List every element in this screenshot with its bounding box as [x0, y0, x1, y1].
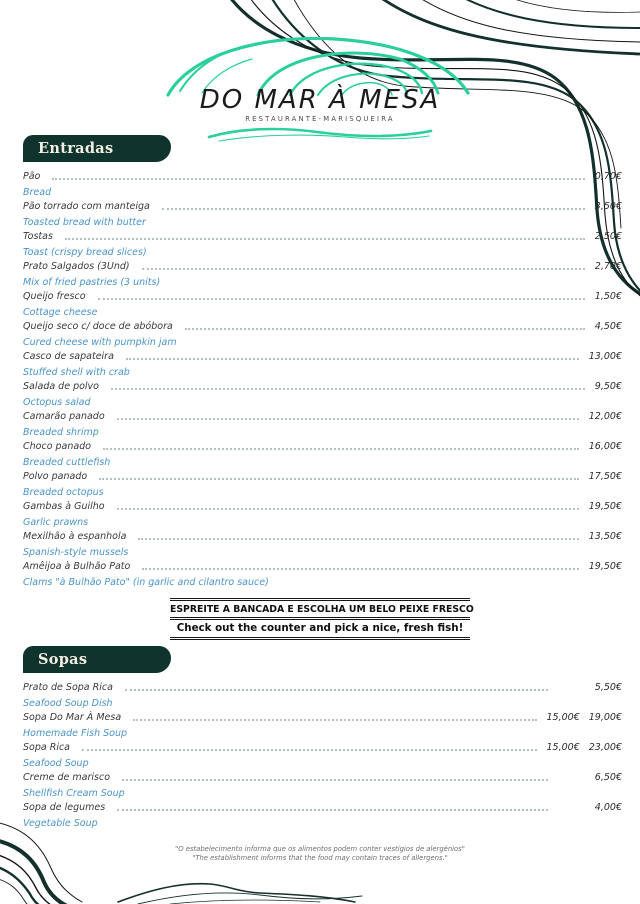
item-name-pt: Casco de sapateira	[23, 351, 114, 362]
price-group	[589, 560, 622, 574]
item-price: 13,50€	[588, 531, 622, 542]
menu-item-row	[23, 230, 622, 260]
item-name-pt: Prato de Sopa Rica	[23, 682, 113, 693]
item-name-pt: Queijo fresco	[23, 291, 86, 302]
item-name-pt: Prato Salgados (3Und)	[23, 261, 130, 272]
menu-item-row	[23, 410, 622, 440]
item-name-en: Vegetable Soup	[23, 818, 98, 829]
section-header-sopas	[23, 646, 171, 673]
price-group	[558, 771, 622, 785]
item-price: 4,50€	[594, 321, 622, 332]
item-name-pt: Sopa Do Mar À Mesa	[23, 712, 122, 723]
price-group	[595, 230, 622, 244]
price-group	[595, 290, 622, 304]
menu-list-sopas	[23, 681, 622, 831]
price-group	[547, 741, 623, 755]
item-price: 2,50€	[594, 231, 622, 242]
dotted-leader	[98, 298, 585, 300]
item-name-en: Garlic prawns	[23, 517, 89, 528]
item-name-pt: Sopa de legumes	[23, 802, 106, 813]
price-group	[589, 500, 622, 514]
dotted-leader	[142, 568, 578, 570]
allergen-note	[0, 845, 640, 862]
item-name-pt: Choco panado	[23, 441, 92, 452]
item-price: 3,50€	[594, 201, 622, 212]
menu-item-row	[23, 500, 622, 530]
dotted-leader	[142, 268, 585, 270]
item-name-en: Octopus salad	[23, 397, 91, 408]
restaurant-subtitle: RESTAURANTE-MARISQUEIRA	[245, 115, 395, 123]
item-price: 15,00€	[546, 742, 580, 753]
item-name-pt: Gambas à Guilho	[23, 501, 105, 512]
item-name-en: Shellfish Cream Soup	[23, 788, 125, 799]
dotted-leader	[117, 809, 548, 811]
dotted-leader	[162, 208, 585, 210]
dotted-leader	[103, 448, 579, 450]
item-name-en: Breaded shrimp	[23, 427, 99, 438]
restaurant-name: DO MAR À MESA	[199, 85, 441, 115]
item-name-pt: Pão	[23, 171, 41, 182]
menu-item-row	[23, 771, 622, 801]
item-price: 0,70€	[594, 171, 622, 182]
item-price: 16,00€	[588, 441, 622, 452]
price-group	[589, 470, 622, 484]
menu-item-row	[23, 440, 622, 470]
item-price: 23,00€	[588, 742, 622, 753]
menu-item-row	[23, 801, 622, 831]
item-name-en: Breaded cuttlefish	[23, 457, 111, 468]
item-name-pt: Camarão panado	[23, 411, 105, 422]
item-name-pt: Polvo panado	[23, 471, 88, 482]
item-price: 5,50€	[594, 682, 622, 693]
banner-text-en: Check out the counter and pick a nice, fresh fish!	[176, 622, 464, 634]
dotted-leader	[133, 719, 536, 721]
menu-item-row	[23, 170, 622, 200]
item-name-en: Clams "à Bulhão Pato" (in garlic and cilantro sauce)	[23, 577, 269, 588]
item-price: 13,00€	[588, 351, 622, 362]
item-name-en: Seafood Soup Dish	[23, 698, 113, 709]
price-group	[595, 200, 622, 214]
price-group	[547, 711, 623, 725]
dotted-leader	[65, 238, 585, 240]
item-name-pt: Creme de marisco	[23, 772, 111, 783]
item-name-en: Breaded octopus	[23, 487, 104, 498]
price-group	[558, 681, 622, 695]
item-name-en: Stuffed shell with crab	[23, 367, 130, 378]
section-header-entradas	[23, 135, 171, 162]
price-group	[589, 410, 622, 424]
section-title: Sopas	[38, 651, 88, 668]
price-group	[595, 170, 622, 184]
price-group	[595, 260, 622, 274]
item-name-pt: Amêijoa à Bulhão Pato	[23, 561, 131, 572]
dotted-leader	[111, 388, 585, 390]
dotted-leader	[125, 689, 548, 691]
item-name-en: Bread	[23, 187, 52, 198]
item-price: 19,00€	[588, 712, 622, 723]
section-title: Entradas	[38, 140, 114, 157]
item-name-en: Homemade Fish Soup	[23, 728, 128, 739]
dotted-leader	[126, 358, 579, 360]
item-price: 12,00€	[588, 411, 622, 422]
price-group	[595, 320, 622, 334]
item-name-pt: Queijo seco c/ doce de abóbora	[23, 321, 173, 332]
menu-item-row	[23, 470, 622, 500]
item-name-en: Cottage cheese	[23, 307, 98, 318]
menu-item-row	[23, 290, 622, 320]
price-group	[589, 530, 622, 544]
item-name-en: Toast (crispy bread slices)	[23, 247, 147, 258]
item-price: 9,50€	[594, 381, 622, 392]
price-group	[589, 350, 622, 364]
dotted-leader	[138, 538, 578, 540]
item-price: 6,50€	[594, 772, 622, 783]
item-price: 15,00€	[546, 712, 580, 723]
menu-item-row	[23, 380, 622, 410]
menu-item-row	[23, 711, 622, 741]
item-name-pt: Mexilhão à espanhola	[23, 531, 127, 542]
menu-item-row	[23, 560, 622, 590]
item-price: 19,50€	[588, 561, 622, 572]
item-name-pt: Pão torrado com manteiga	[23, 201, 150, 212]
dotted-leader	[52, 178, 584, 180]
fresh-fish-banner	[170, 598, 474, 640]
menu-item-row	[23, 200, 622, 230]
banner-rule	[170, 637, 470, 640]
item-price: 4,00€	[594, 802, 622, 813]
price-group	[589, 440, 622, 454]
menu-item-row	[23, 320, 622, 350]
menu-list-entradas	[23, 170, 622, 590]
item-price: 1,50€	[594, 291, 622, 302]
dotted-leader	[185, 328, 585, 330]
item-name-pt: Tostas	[23, 231, 53, 242]
wave-hill-bottom-decoration	[110, 878, 380, 904]
dotted-leader	[99, 478, 579, 480]
logo-underline-waves-icon	[205, 126, 435, 142]
dotted-leader	[117, 418, 579, 420]
dotted-leader	[117, 508, 579, 510]
item-price: 17,50€	[588, 471, 622, 482]
dotted-leader	[122, 779, 548, 781]
item-price: 2,70€	[594, 261, 622, 272]
dotted-leader	[82, 749, 537, 751]
allergen-note-en: "The establishment informs that the food may contain traces of allergens."	[192, 853, 448, 862]
item-name-en: Spanish-style mussels	[23, 547, 129, 558]
menu-item-row	[23, 681, 622, 711]
menu-item-row	[23, 350, 622, 380]
item-name-en: Toasted bread with butter	[23, 217, 146, 228]
item-name-en: Cured cheese with pumpkin jam	[23, 337, 177, 348]
price-group	[558, 801, 622, 815]
item-name-pt: Salada de polvo	[23, 381, 99, 392]
item-price: 19,50€	[588, 501, 622, 512]
menu-item-row	[23, 530, 622, 560]
price-group	[595, 380, 622, 394]
item-name-en: Mix of fried pastries (3 units)	[23, 277, 161, 288]
brand-logo	[150, 34, 490, 142]
banner-text-pt: ESPREITE A BANCADA E ESCOLHA UM BELO PEIXE FRESCO	[170, 604, 474, 615]
menu-item-row	[23, 260, 622, 290]
item-name-pt: Sopa Rica	[23, 742, 70, 753]
menu-item-row	[23, 741, 622, 771]
allergen-note-pt: "O estabelecimento informa que os alimentos podem conter vestígios de alergénios"	[175, 845, 465, 853]
item-name-en: Seafood Soup	[23, 758, 89, 769]
